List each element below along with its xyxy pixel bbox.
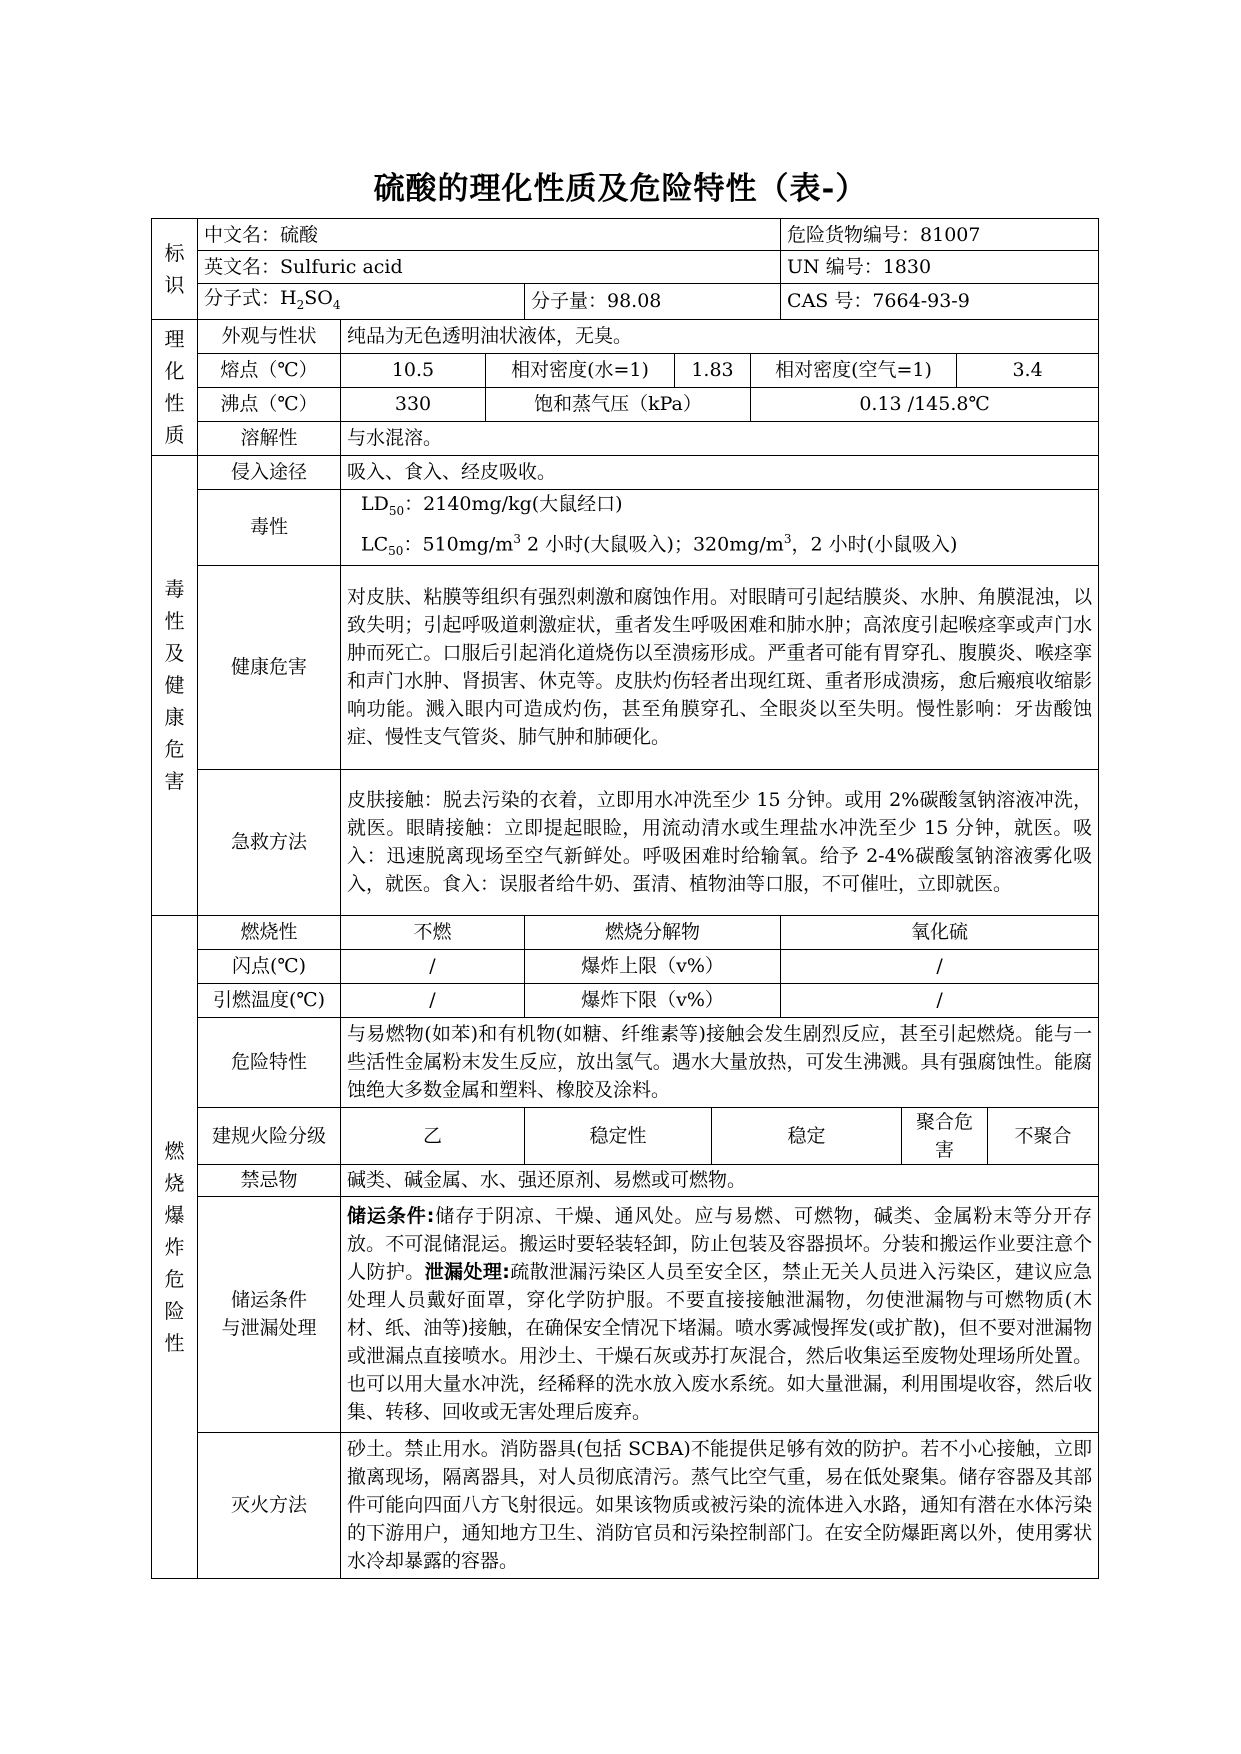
decomposition-label: 燃烧分解物: [525, 915, 781, 949]
appearance-label: 外观与性状: [198, 319, 341, 353]
boiling-point-value: 330: [341, 387, 486, 421]
incompatibles-value: 碱类、碱金属、水、强还原剂、易燃或可燃物。: [341, 1164, 1099, 1196]
decomposition-value: 氧化硫: [781, 915, 1099, 949]
physchem-row-1: [152, 319, 1099, 353]
section-fire: 燃 烧 爆 炸 危 险 性: [152, 915, 198, 1578]
tox-row-firstaid: [152, 769, 1099, 915]
solubility-label: 溶解性: [198, 421, 341, 455]
route-value: 吸入、食入、经皮吸收。: [341, 455, 1099, 489]
molecular-weight: 分子量：98.08: [525, 284, 781, 320]
section-identification: 标 识: [152, 219, 198, 320]
cas-number: CAS 号：7664-93-9: [781, 284, 1099, 320]
tox-row-health: [152, 565, 1099, 769]
physchem-row-3: [152, 387, 1099, 421]
storage-value: 储运条件:储存于阴凉、干燥、通风处。应与易燃、可燃物，碱类、金属粉末等分开存放。不可混储混运。搬运时要轻装轻卸，防止包装及容器损坏。分装和搬运作业要注意个人防护。泄漏处理:疏散泄漏污染区人员至安全区，禁止无关人员进入污染区，建议应急处理人员戴好面罩，穿化学防护服。不要直接接触泄漏物，勿使泄漏物与可燃物质(木材、纸、油等)接触，在确保安全情况下堵漏。喷水雾减慢挥发(或扩散)，但不要对泄漏物或泄漏点直接喷水。用沙土、干燥石灰或苏打灰混合，然后收集运至废物处理场所处置。也可以用大量水冲洗，经稀释的洗水放入废水系统。如大量泄漏，利用围堤收容，然后收集、转移、回收或无害处理后废弃。: [341, 1196, 1099, 1432]
page-title: 硫酸的理化性质及危险特性（表-）: [373, 171, 868, 207]
vapor-pressure-label: 饱和蒸气压（kPa）: [486, 387, 751, 421]
toxicity-label: 毒性: [198, 489, 341, 565]
fire-row-class: [152, 1107, 1099, 1164]
polymerization-label: 聚合危害: [902, 1107, 988, 1164]
health-hazard-value: 对皮肤、粘膜等组织有强烈刺激和腐蚀作用。对眼睛可引起结膜炎、水肿、角膜混浊，以致失明；引起呼吸道刺激症状，重者发生呼吸困难和肺水肿；高浓度引起喉痉挛或声门水肿而死亡。口服后引起消化道烧伤以至溃疡形成。严重者可能有胃穿孔、腹膜炎、喉痉挛和声门水肿、肾损害、休克等。皮肤灼伤轻者出现红斑、重者形成溃疡，愈后瘢痕收缩影响功能。溅入眼内可造成灼伤，甚至角膜穿孔、全眼炎以至失明。慢性影响：牙齿酸蚀症、慢性支气管炎、肺气肿和肺硬化。: [341, 565, 1099, 769]
extinguish-value: 砂土。禁止用水。消防器具(包括 SCBA)不能提供足够有效的防护。若不小心接触，立即撤离现场，隔离器具，对人员彻底清污。蒸气比空气重，易在低处聚集。储存容器及其部件可能向四面八方飞射很远。如果该物质或被污染的流体进入水路，通知有潜在水体污染的下游用户，通知地方卫生、消防官员和污染控制部门。在安全防爆距离以外，使用雾状水冷却暴露的容器。: [341, 1432, 1099, 1578]
first-aid-value: 皮肤接触：脱去污染的衣着，立即用水冲洗至少 15 分钟。或用 2%碳酸氢钠溶液冲洗，就医。眼睛接触：立即提起眼睑，用流动清水或生理盐水冲洗至少 15 分钟，就医。吸入：迅速脱离现场至空气新鲜处。呼吸困难时给输氧。给予 2-4%碳酸氢钠溶液雾化吸入，就医。食入：误服者给牛奶、蛋清、植物油等口服，不可催吐，立即就医。: [341, 769, 1099, 915]
lc50-line: $LC_{50}$：$510mg/m^3$ 2 小时(大鼠吸入)；$320mg/m^3$，2 小时(小鼠吸入): [361, 531, 958, 558]
fire-row-hazard: [152, 1017, 1099, 1107]
solubility-value: 与水混溶。: [341, 421, 1099, 455]
fire-class-label: 建规火险分级: [198, 1107, 341, 1164]
ignition-temp-value: /: [341, 983, 525, 1017]
fire-row-storage: [152, 1196, 1099, 1432]
flash-point-label: 闪点(℃): [198, 949, 341, 983]
section-physchem: 理 化 性 质: [152, 319, 198, 455]
flash-point-value: /: [341, 949, 525, 983]
health-hazard-label: 健康危害: [198, 565, 341, 769]
vapor-pressure-value: 0.13 /145.8℃: [751, 387, 1099, 421]
fire-class-value: 乙: [341, 1107, 525, 1164]
storage-heading: 储运条件:: [347, 1205, 435, 1228]
fire-row-extinguish: [152, 1432, 1099, 1578]
rel-density-water-label: 相对密度(水=1): [486, 353, 675, 387]
stability-label: 稳定性: [525, 1107, 712, 1164]
fire-row-flash: [152, 949, 1099, 983]
en-name: 英文名：Sulfuric acid: [198, 251, 781, 284]
un-number: UN 编号：1830: [781, 251, 1099, 284]
rel-density-air-label: 相对密度(空气=1): [751, 353, 957, 387]
extinguish-label: 灭火方法: [198, 1432, 341, 1578]
route-label: 侵入途径: [198, 455, 341, 489]
first-aid-label: 急救方法: [198, 769, 341, 915]
lower-limit-label: 爆炸下限（v%）: [525, 983, 781, 1017]
lower-limit-value: /: [781, 983, 1099, 1017]
toxicity-value: [341, 489, 1099, 565]
stability-value: 稳定: [712, 1107, 902, 1164]
id-row-1: [152, 219, 1099, 251]
upper-limit-label: 爆炸上限（v%）: [525, 949, 781, 983]
ignition-temp-label: 引燃温度(℃): [198, 983, 341, 1017]
appearance-value: 纯品为无色透明油状液体，无臭。: [341, 319, 1099, 353]
cn-name: 中文名：硫酸: [198, 219, 781, 251]
id-row-2: [152, 251, 1099, 284]
hazard-property-label: 危险特性: [198, 1017, 341, 1107]
leak-heading: 泄漏处理:: [424, 1261, 510, 1284]
tox-row-route: [152, 455, 1099, 489]
hazard-property-value: 与易燃物(如苯)和有机物(如糖、纤维素等)接触会发生剧烈反应，甚至引起燃烧。能与一些活性金属粉末发生反应，放出氢气。遇水大量放热，可发生沸溅。具有强腐蚀性。能腐蚀绝大多数金属和塑料、橡胶及涂料。: [341, 1017, 1099, 1107]
physchem-row-4: [152, 421, 1099, 455]
flammability-value: 不燃: [341, 915, 525, 949]
rel-density-water-value: 1.83: [675, 353, 751, 387]
fire-row-flammability: [152, 915, 1099, 949]
boiling-point-label: 沸点（℃）: [198, 387, 341, 421]
melting-point-value: 10.5: [341, 353, 486, 387]
upper-limit-value: /: [781, 949, 1099, 983]
storage-label: 储运条件 与泄漏处理: [198, 1196, 341, 1432]
fire-row-incompat: [152, 1164, 1099, 1196]
msds-table: [151, 218, 1099, 1579]
fire-row-ignition: [152, 983, 1099, 1017]
tox-row-toxicity: [152, 489, 1099, 565]
flammability-label: 燃烧性: [198, 915, 341, 949]
hazard-number: 危险货物编号：81007: [781, 219, 1099, 251]
molecular-formula: 分子式：$H_2SO_4$: [198, 284, 525, 320]
ld50-line: $LD_{50}$：2140mg/kg(大鼠经口): [361, 492, 623, 518]
polymerization-value: 不聚合: [988, 1107, 1099, 1164]
rel-density-air-value: 3.4: [957, 353, 1099, 387]
section-toxicity: 毒 性 及 健 康 危 害: [152, 455, 198, 915]
physchem-row-2: [152, 353, 1099, 387]
incompatibles-label: 禁忌物: [198, 1164, 341, 1196]
melting-point-label: 熔点（℃）: [198, 353, 341, 387]
id-row-3: [152, 284, 1099, 320]
